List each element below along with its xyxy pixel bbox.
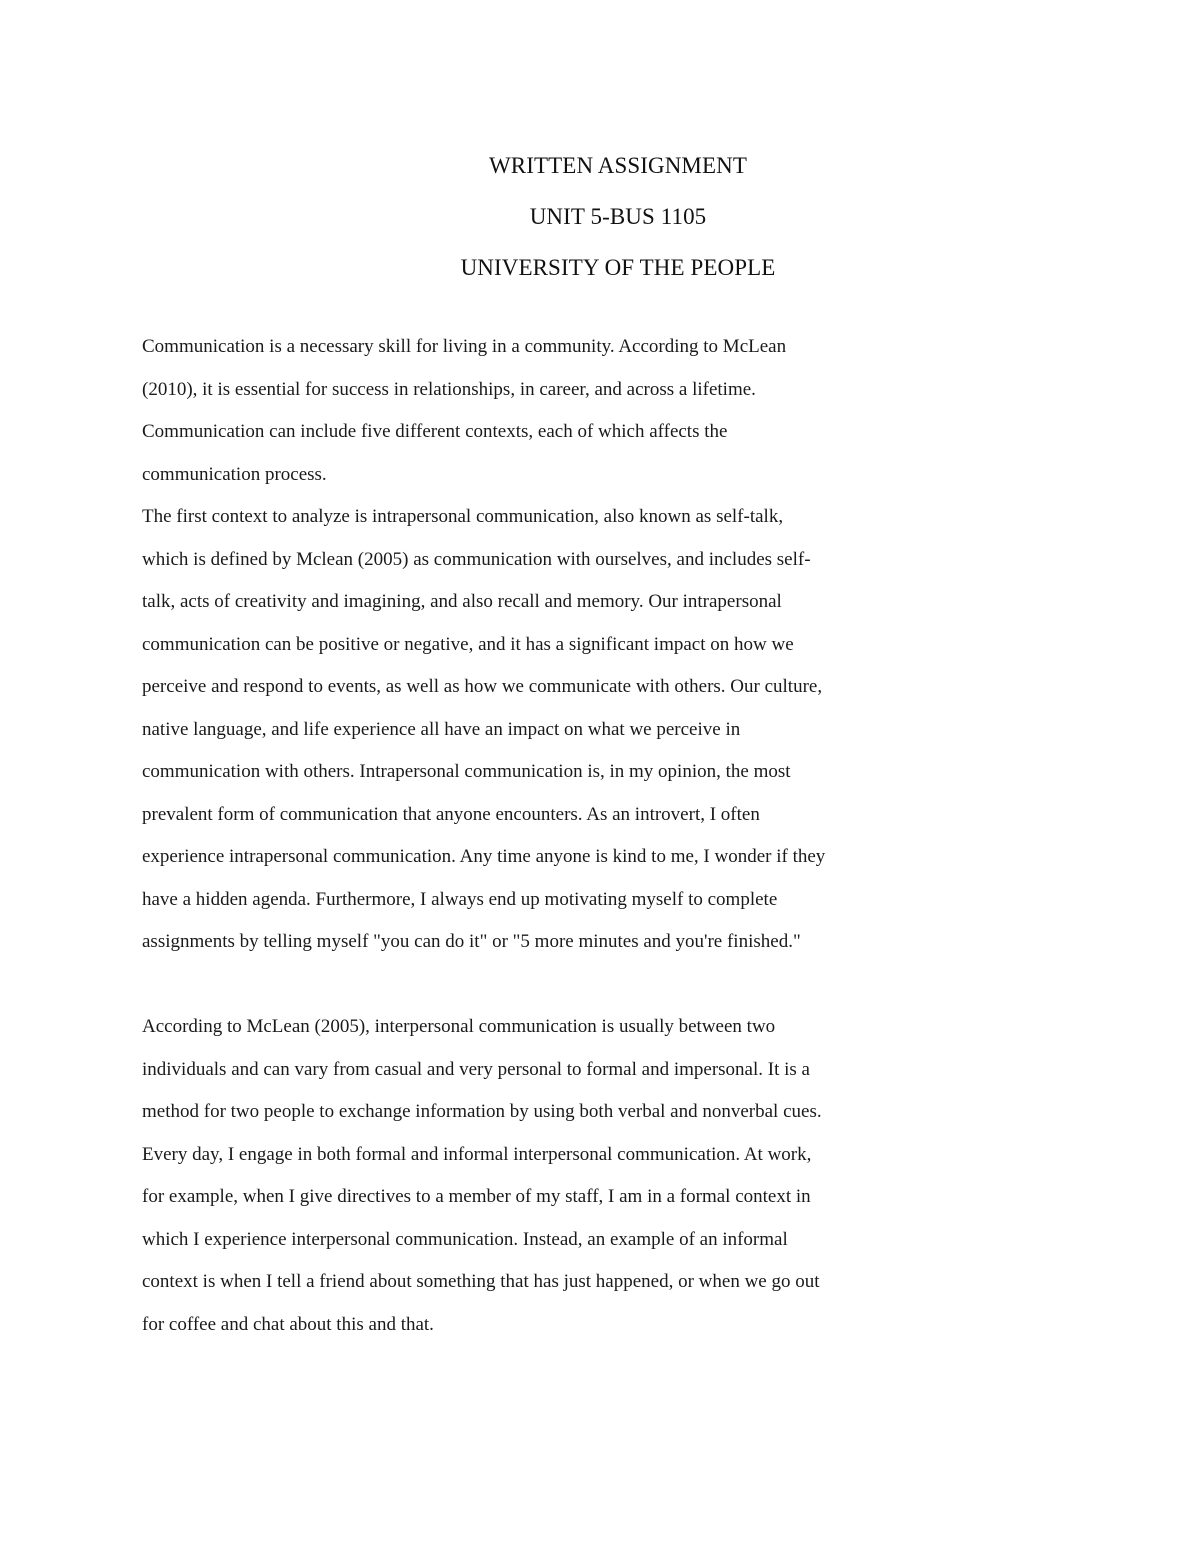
text-line: talk, acts of creativity and imagining, and also recall and memory. Our intrapersonal — [142, 591, 782, 612]
text-line: for example, when I give directives to a member of my staff, I am in a formal context in — [142, 1186, 811, 1207]
text-line: which is defined by Mclean (2005) as communication with ourselves, and includes self- — [142, 548, 811, 570]
course-code: UNIT 5-BUS 1105 — [529, 204, 707, 229]
text-line: context is when I tell a friend about something that has just happened, or when we go out — [142, 1271, 820, 1292]
text-line: The first context to analyze is intrapersonal communication, also known as self-talk, — [142, 506, 784, 527]
text-line: which I experience interpersonal communication. Instead, an example of an informal — [142, 1228, 788, 1250]
text-line: perceive and respond to events, as well as how we communicate with others. Our culture, — [142, 676, 823, 697]
text-line: communication process. — [142, 463, 327, 485]
title-block — [0, 140, 1200, 293]
paragraph-interpersonal — [142, 1006, 932, 1346]
text-line: communication with others. Intrapersonal communication is, in my opinion, the most — [142, 761, 791, 782]
paragraph-introduction — [142, 326, 932, 496]
text-line: method for two people to exchange information by using both verbal and nonverbal cues. — [142, 1101, 822, 1122]
university-name: UNIVERSITY OF THE PEOPLE — [460, 255, 776, 280]
text-line: Every day, I engage in both formal and informal interpersonal communication. At work, — [142, 1143, 812, 1165]
text-line: individuals and can vary from casual and very personal to formal and impersonal. It is a — [142, 1058, 810, 1080]
document-body — [142, 326, 932, 1346]
text-line: experience intrapersonal communication. Any time anyone is kind to me, I wonder if they — [142, 846, 826, 867]
paragraph-intrapersonal — [142, 496, 932, 964]
text-line: for coffee and chat about this and that. — [142, 1313, 434, 1335]
text-line: Communication is a necessary skill for living in a community. According to McLean — [142, 336, 787, 357]
assignment-title: WRITTEN ASSIGNMENT — [489, 153, 747, 178]
text-line: Communication can include five different contexts, each of which affects the — [142, 421, 728, 442]
paragraph-spacer — [142, 964, 932, 1007]
text-line: have a hidden agenda. Furthermore, I always end up motivating myself to complete — [142, 888, 778, 910]
text-line: communication can be positive or negative, and it has a significant impact on how we — [142, 633, 794, 655]
text-line: (2010), it is essential for success in relationships, in career, and across a lifetime. — [142, 378, 756, 400]
text-line: native language, and life experience all have an impact on what we perceive in — [142, 718, 741, 740]
text-line: prevalent form of communication that anyone encounters. As an introvert, I often — [142, 803, 760, 825]
text-line: According to McLean (2005), interpersonal communication is usually between two — [142, 1016, 776, 1037]
text-line: assignments by telling myself "you can do it" or "5 more minutes and you're finished." — [142, 931, 801, 952]
